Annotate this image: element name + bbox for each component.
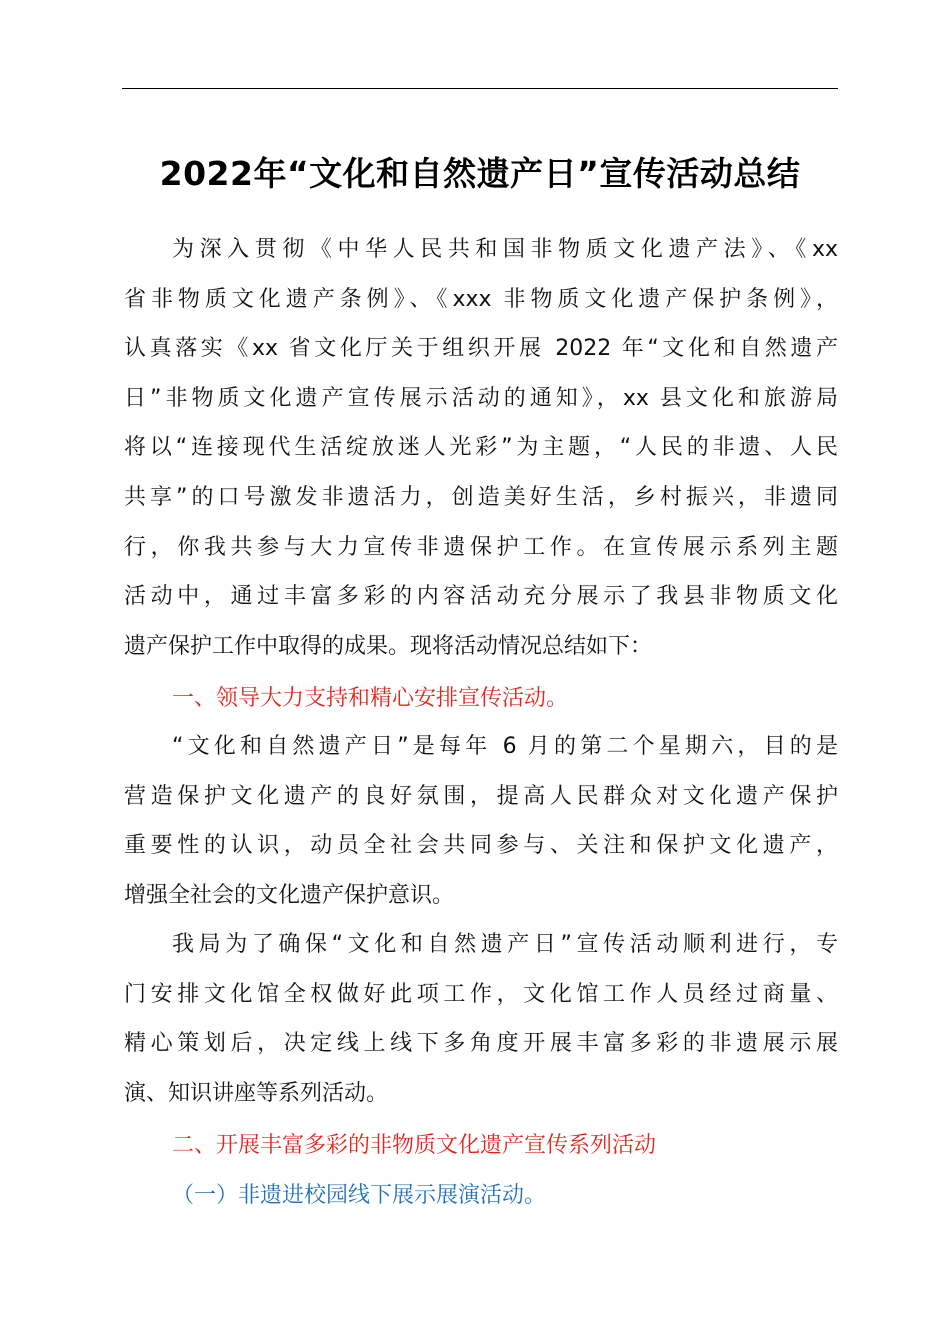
- paragraph-line: 我局为了确保“文化和自然遗产日”宣传活动顺利进行，专: [172, 932, 838, 957]
- intro-line: 将以“连接现代生活绽放迷人光彩”为主题，“人民的非遗、人民: [124, 435, 838, 461]
- document-title: 2022年“文化和自然遗产日”宣传活动总结: [159, 154, 801, 193]
- intro-paragraph: [124, 225, 838, 671]
- paragraph-3: [124, 920, 838, 1118]
- section-heading-1: 一、领导大力支持和精心安排宣传活动。: [172, 686, 569, 711]
- paragraph-line: 重要性的认识，动员全社会共同参与、关注和保护文化遗产，: [124, 833, 838, 859]
- paragraph-2: [124, 722, 838, 920]
- intro-line: 活动中，通过丰富多彩的内容活动充分展示了我县非物质文化: [124, 584, 838, 610]
- intro-line: 为深入贯彻《中华人民共和国非物质文化遗产法》、《xx: [172, 237, 838, 262]
- intro-line: 认真落实《xx 省文化厅关于组织开展 2022 年“文化和自然遗产: [124, 336, 838, 362]
- paragraph-line: 营造保护文化遗产的良好氛围，提高人民群众对文化遗产保护: [124, 783, 838, 809]
- intro-line: 行，你我共参与大力宣传非遗保护工作。在宣传展示系列主题: [124, 534, 838, 560]
- paragraph-line: 增强全社会的文化遗产保护意识。: [124, 882, 455, 908]
- intro-line: 共享”的口号激发非遗活力，创造美好生活，乡村振兴，非遗同: [124, 484, 838, 510]
- intro-line: 遗产保护工作中取得的成果。现将活动情况总结如下：: [124, 633, 653, 659]
- section-heading-2: 二、开展丰富多彩的非物质文化遗产宣传系列活动: [172, 1133, 657, 1158]
- intro-line: 日”非物质文化遗产宣传展示活动的通知》，xx 县文化和旅游局: [124, 385, 838, 411]
- paragraph-line: 演、知识讲座等系列活动。: [124, 1080, 389, 1106]
- paragraph-line: 门安排文化馆全权做好此项工作，文化馆工作人员经过商量、: [124, 981, 838, 1007]
- paragraph-line: 精心策划后，决定线上线下多角度开展丰富多彩的非遗展示展: [124, 1031, 838, 1057]
- intro-line: 省非物质文化遗产条例》、《xxx 非物质文化遗产保护条例》，: [124, 286, 838, 312]
- header-rule: [122, 88, 838, 89]
- subsection-heading-1: （一）非遗进校园线下展示展演活动。: [172, 1183, 547, 1208]
- paragraph-line: “文化和自然遗产日”是每年 6 月的第二个星期六，目的是: [172, 734, 838, 759]
